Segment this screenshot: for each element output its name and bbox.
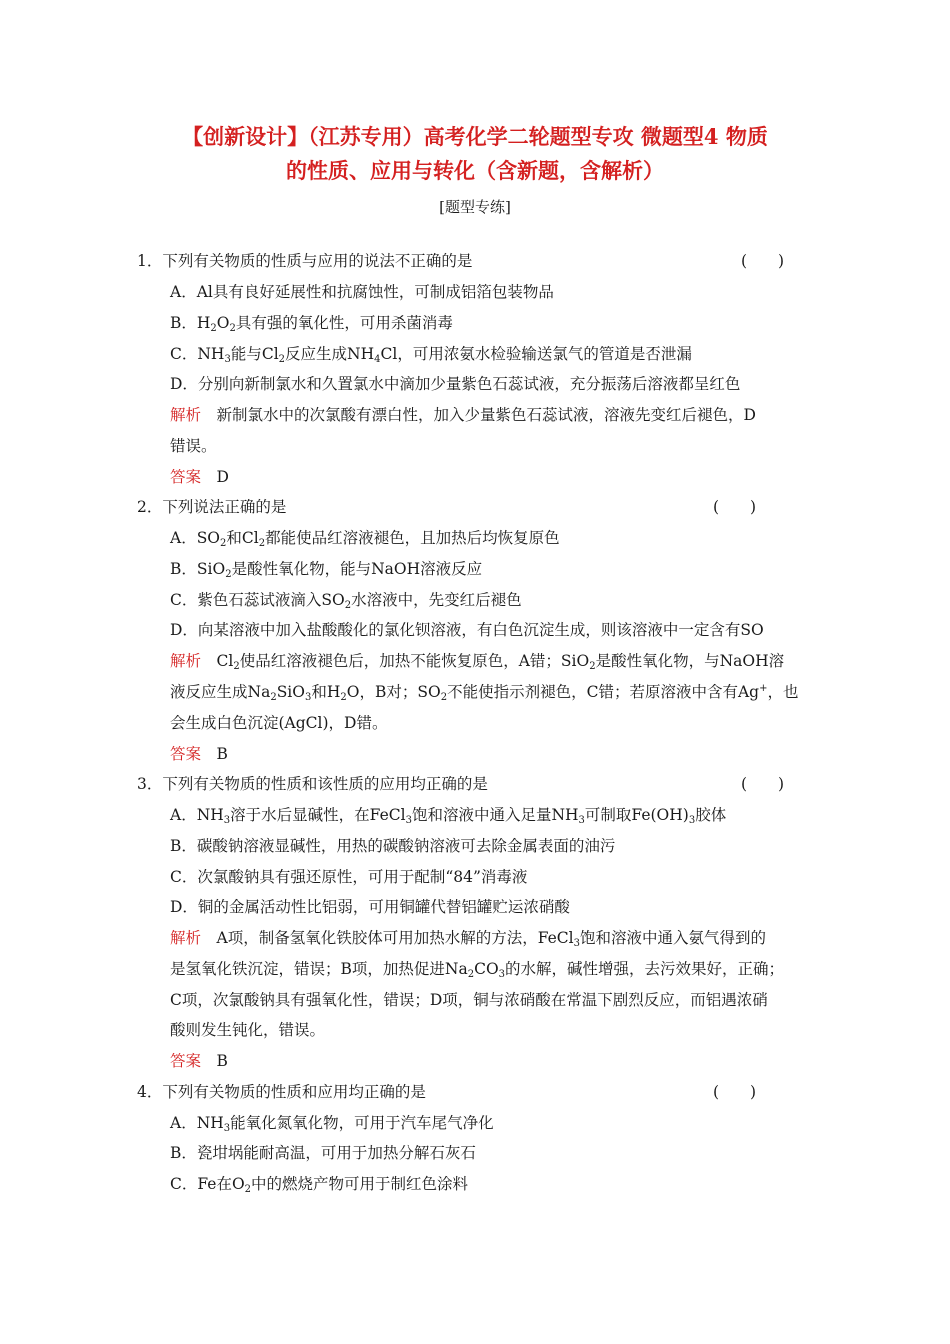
title-line-2: 的性质、应用与转化（含新题，含解析） <box>286 158 664 183</box>
q2-answer: 答案 B <box>170 745 228 763</box>
answer-label: 答案 <box>170 745 202 763</box>
q4-option-a: A．$NH_3$能氧化氮氧化物，可用于汽车尾气净化 <box>170 1114 494 1134</box>
q4-option-b: B．瓷坩埚能耐高温，可用于加热分解石灰石 <box>170 1144 476 1162</box>
q2-option-d: D．向某溶液中加入盐酸酸化的氯化钡溶液，有白色沉淀生成，则该溶液中一定含有SO <box>170 621 764 639</box>
analysis-label: 解析 <box>170 406 202 424</box>
answer-bracket: ( ) <box>713 1083 757 1101</box>
answer-label: 答案 <box>170 468 202 486</box>
analysis-label: 解析 <box>170 929 202 947</box>
q3-option-c: C．次氯酸钠具有强还原性，可用于配制“84”消毒液 <box>170 868 528 886</box>
q2-analysis: 解析 $Cl_2$使品红溶液褪色后，加热不能恢复原色，A错；SiO$_2$是酸性氧化物，与NaOH溶 <box>170 652 785 672</box>
q3-answer: 答案 B <box>170 1052 228 1070</box>
q1-option-d: D．分别向新制氯水和久置氯水中滴加少量紫色石蕊试液，充分振荡后溶液都呈红色 <box>170 375 741 393</box>
q2-option-b: B．SiO$_2$是酸性氧化物，能与NaOH溶液反应 <box>170 560 483 580</box>
document-title <box>120 120 830 188</box>
q1-option-c: C．$NH_3$能与$Cl_2$反应生成$NH_4Cl$，可用浓氨水检验输送氯气的管道是否泄漏 <box>170 345 692 365</box>
analysis-label: 解析 <box>170 652 202 670</box>
q1-option-a: A．Al具有良好延展性和抗腐蚀性，可制成铝箔包装物品 <box>170 283 554 301</box>
q2-option-c: C．紫色石蕊试液滴入$SO_2$水溶液中，先变红后褪色 <box>170 591 522 611</box>
q1-option-b: B．$H_2O_2$具有强的氧化性，可用杀菌消毒 <box>170 314 453 334</box>
q2-analysis-cont: 液反应生成$Na_2SiO_3$和$H_2O$，B对；$SO_2$不能使指示剂褪色，C错；若原溶液中含有Ag+，也 <box>170 683 799 703</box>
q3-option-a: A．$NH_3$溶于水后显碱性，在FeCl$_3$饱和溶液中通入足量$NH_3$可制取$Fe(OH)_3$胶体 <box>170 806 727 826</box>
question-3-stem: 3．下列有关物质的性质和该性质的应用均正确的是 <box>137 775 488 793</box>
answer-bracket: ( ) <box>713 498 757 516</box>
answer-bracket: ( ) <box>741 775 785 793</box>
question-1-stem: 1．下列有关物质的性质与应用的说法不正确的是 <box>137 252 473 270</box>
question-4-stem: 4．下列有关物质的性质和应用均正确的是 <box>137 1083 426 1101</box>
q3-analysis-cont: 酸则发生钝化，错误。 <box>170 1021 326 1039</box>
q3-analysis-cont: 是氢氧化铁沉淀，错误；B项，加热促进$Na_2CO_3$的水解，碱性增强，去污效果好，正确； <box>170 960 785 980</box>
q3-option-b: B．碳酸钠溶液显碱性，用热的碳酸钠溶液可去除金属表面的油污 <box>170 837 616 855</box>
q4-option-c: C．Fe在$O_2$中的燃烧产物可用于制红色涂料 <box>170 1175 469 1195</box>
q3-option-d: D．铜的金属活动性比铝弱，可用铜罐代替铝罐贮运浓硝酸 <box>170 898 570 916</box>
question-2-stem: 2．下列说法正确的是 <box>137 498 287 516</box>
q3-analysis: 解析 A项，制备氢氧化铁胶体可用加热水解的方法，FeCl$_3$饱和溶液中通入氨气得到的 <box>170 929 766 949</box>
section-subtitle: [题型专练] <box>439 198 511 216</box>
q1-analysis: 解析 新制氯水中的次氯酸有漂白性，加入少量紫色石蕊试液，溶液先变红后褪色，D <box>170 406 756 424</box>
q1-analysis-cont: 错误。 <box>170 437 217 455</box>
title-line-1: 【创新设计】（江苏专用）高考化学二轮题型专攻 微题型4 物质 <box>182 124 768 149</box>
q3-analysis-cont: C项，次氯酸钠具有强氧化性，错误；D项，铜与浓硝酸在常温下剧烈反应，而铝遇浓硝 <box>170 991 768 1009</box>
answer-bracket: ( ) <box>741 252 785 270</box>
q1-answer: 答案 D <box>170 468 229 486</box>
q2-option-a: A．$SO_2$和$Cl_2$都能使品红溶液褪色，且加热后均恢复原色 <box>170 529 560 549</box>
answer-label: 答案 <box>170 1052 202 1070</box>
q2-analysis-cont: 会生成白色沉淀(AgCl)，D错。 <box>170 714 388 732</box>
